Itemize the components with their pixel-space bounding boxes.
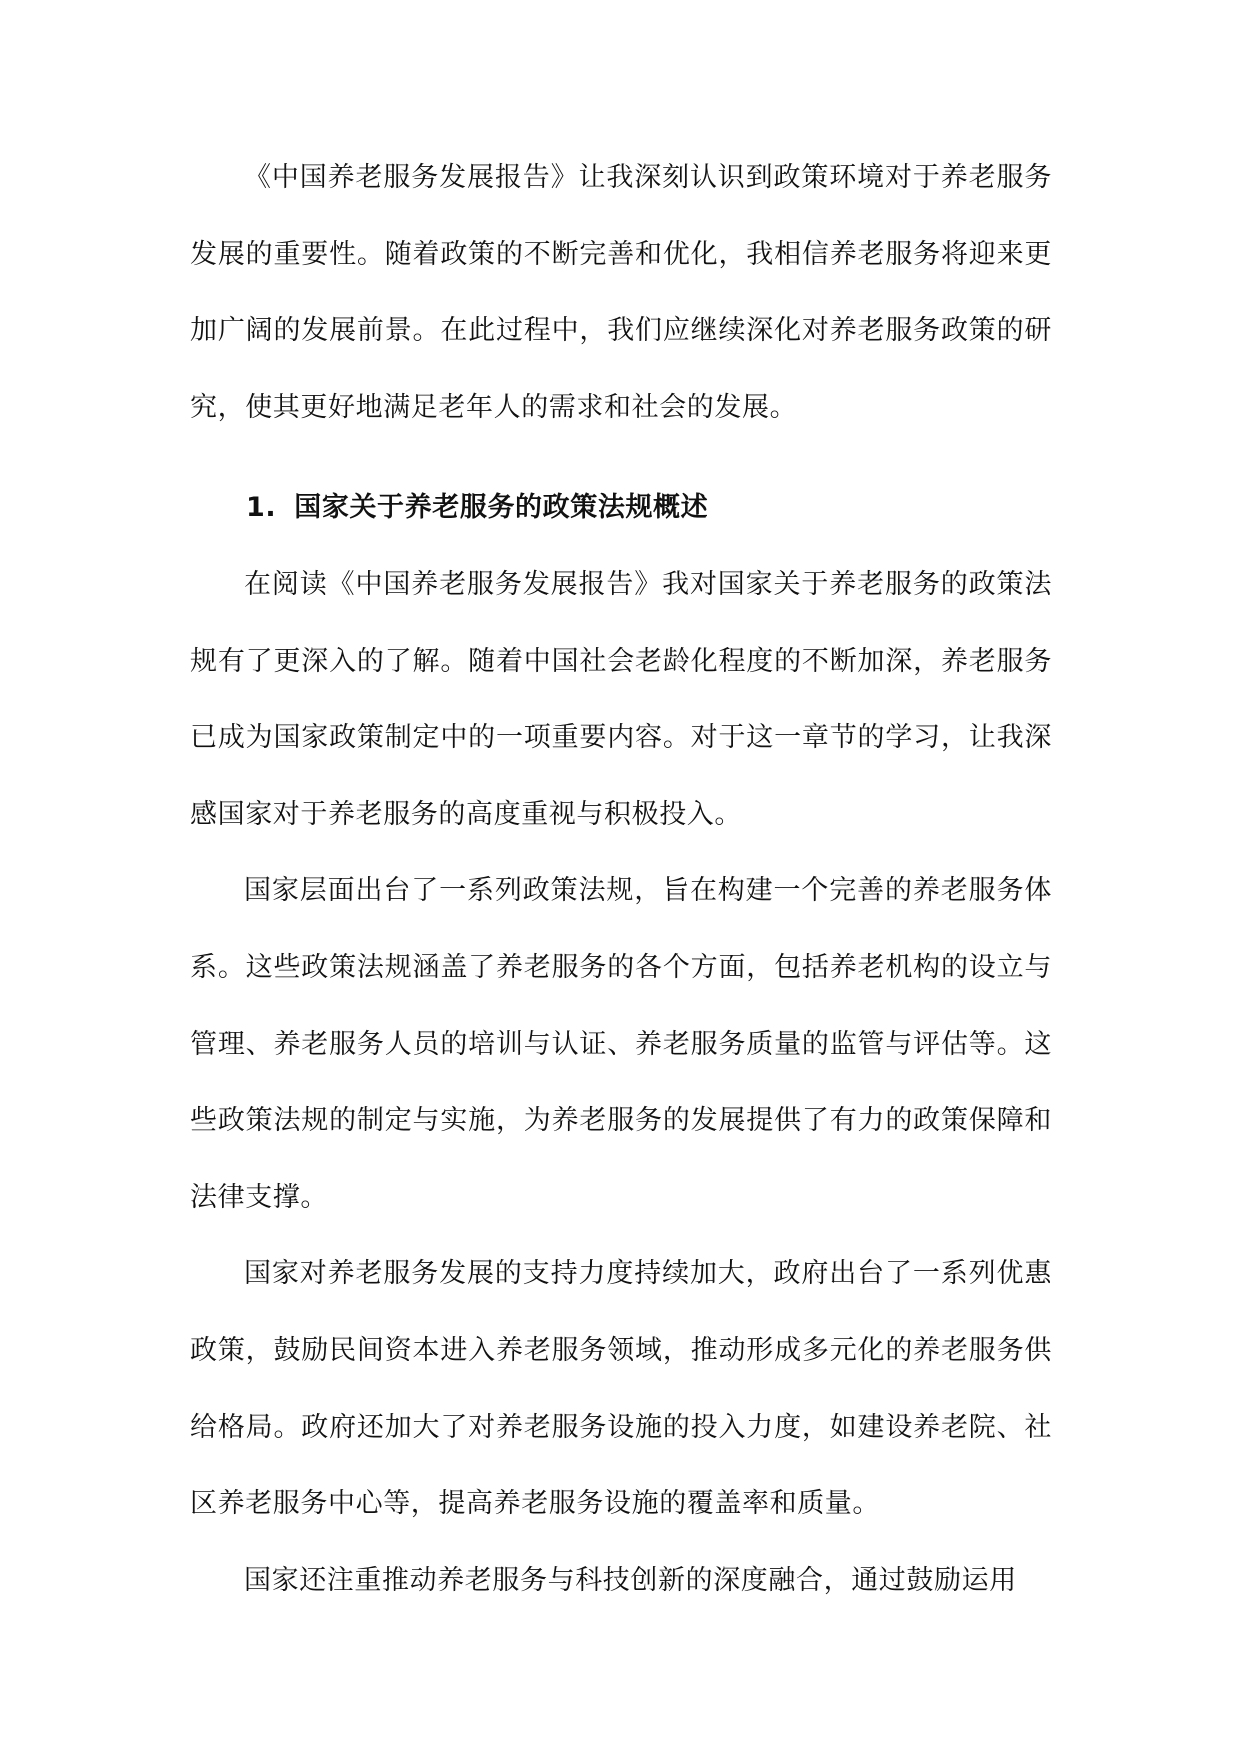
body-paragraph-4: 国家还注重推动养老服务与科技创新的深度融合，通过鼓励运用 xyxy=(244,1564,1017,1596)
document-body xyxy=(190,140,1052,1619)
section-heading xyxy=(190,470,1052,547)
body-paragraph-2: 国家层面出台了一系列政策法规，旨在构建一个完善的养老服务体系。这些政策法规涵盖了养老服务的各个方面，包括养老机构的设立与管理、养老服务人员的培训与认证、养老服务质量的监管与评估等。这些政策法规的制定与实施，为养老服务的发展提供了有力的政策保障和法律支撑。 xyxy=(190,875,1052,1213)
body-paragraph-1: 在阅读《中国养老服务发展报告》我对国家关于养老服务的政策法规有了更深入的了解。随着中国社会老龄化程度的不断加深，养老服务已成为国家政策制定中的一项重要内容。对于这一章节的学习，让我深感国家对于养老服务的高度重视与积极投入。 xyxy=(190,568,1052,830)
section-title: 国家关于养老服务的政策法规概述 xyxy=(294,492,709,524)
section-number: 1. xyxy=(246,492,277,524)
body-paragraph-3: 国家对养老服务发展的支持力度持续加大，政府出台了一系列优惠政策，鼓励民间资本进入养老服务领域，推动形成多元化的养老服务供给格局。政府还加大了对养老服务设施的投入力度，如建设养老院、社区养老服务中心等，提高养老服务设施的覆盖率和质量。 xyxy=(190,1258,1052,1520)
intro-paragraph: 《中国养老服务发展报告》让我深刻认识到政策环境对于养老服务发展的重要性。随着政策的不断完善和优化，我相信养老服务将迎来更加广阔的发展前景。在此过程中，我们应继续深化对养老服务政策的研究，使其更好地满足老年人的需求和社会的发展。 xyxy=(190,162,1052,423)
